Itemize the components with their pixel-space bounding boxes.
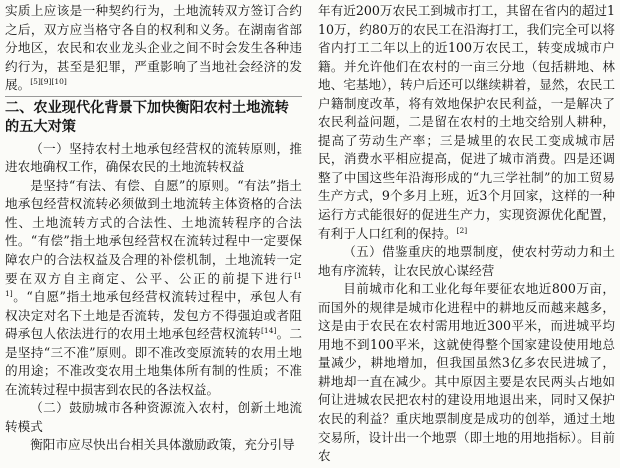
citation-marker: [5][9][10] [30,77,67,87]
right-paragraph-1: 年有近200万农民工到城市打工，其留在省内的超过110万，约80万的农民工在沿海打工，我们完全可以将省内打工二年以上的近100万农民工，转变成城市户籍。并允许他们在农村的一亩三分地（包括耕地、林地、宅基地），转户后还可以继续耕着，显然，农民工户籍制度改革，将有效地保护农民利益，一是解决了农民利益问题，二是留在农村的土地交给别人耕种，提高了劳动生产率；三是城里的农民工变成城市居民，消费水平相应提高，促进了城市消费。四是还调整了中国这些年沿海形成的“九三学社制”的加工贸易生产方式，9个多月上班，近3个月回家，这样的一种运行方式能很好的促进生产力，实现资源优化配置，有利于人口红利的保持。[2] [318,3,615,241]
left-paragraph-1: 实质上应该是一种契约行为，土地流转双方签订合约之后，双方应当格守各自的权利和义务。在湖南省部分地区，农民和农业龙头企业之间不时会发生各种违约行为，甚至是犯罪，严重影响了当地社会经济的发展。[5][9][10] [5,3,302,93]
section-heading: 二、农业现代化背景下加快衡阳农村土地流转的五大对策 [5,99,289,136]
section-divider [5,96,302,97]
left-column [5,2,302,468]
right-column [318,2,615,468]
subsection-heading-5: （五）借鉴重庆的地票制度，使农村劳动力和土地有序流转，让农民放心谋经营 [318,244,615,278]
right-paragraph-3: 目前城市化和工业化每年要征农地近800万亩，而国外的规律是城市化进程中的耕地反而越来越多，这是由于农民在农村需用地近300平米，而进城平均用地不到100平米，这就使得整个国家建设使用地总量减少，耕地增加，但我国虽然3亿多农民进城了，耕地却一直在减少。其中原因主要是农民两头占地如何让进城农民把农村的建设用地退出来，同时又保护农民的利益？重庆地票制度是成功的创举，通过土地交易所，设计出一个地票（即土地的用地指标）。目前农 [318,281,615,464]
citation-marker: [14] [261,326,277,336]
citation-marker: [11] [5,270,302,299]
left-paragraph-5: 衡阳市应尽快出台相关具体激励政策，充分引导 [30,437,295,453]
left-paragraph-3: 是坚持“有法、有偿、自愿”的原则。“有法”指土地承包经营权流转必须做到土地流转主体资格的合法性、土地流转方式的合法性、土地流转程序的合法性。“有偿”指土地承包经营权在流转过程中一定要保障农户的合法权益及合理的补偿机制，土地流转一定要在双方自主商定、公平、公正的前提下进行[11]。“自愿”指土地承包经营权流转过程中，承包人有权决定对名下土地是否流转，发包方不得强迫或者阻碍承包人依法进行的农用土地承包经营权流转[14]。二是坚持“三不准”原则。即不准改变原流转的农用土地的用途；不准改变农用土地集体所有制的性质；不准在流转过程中损害到农民的各法权益。 [5,177,302,397]
subsection-heading-1: （一）坚持农村土地承包经营权的流转原则，推进农地确权工作，确保农民的土地流转权益 [5,140,302,175]
subsection-heading-2: （二）鼓励城市各种资源流入农村，创新土地流转模式 [5,400,302,434]
citation-marker: [2] [456,225,468,235]
